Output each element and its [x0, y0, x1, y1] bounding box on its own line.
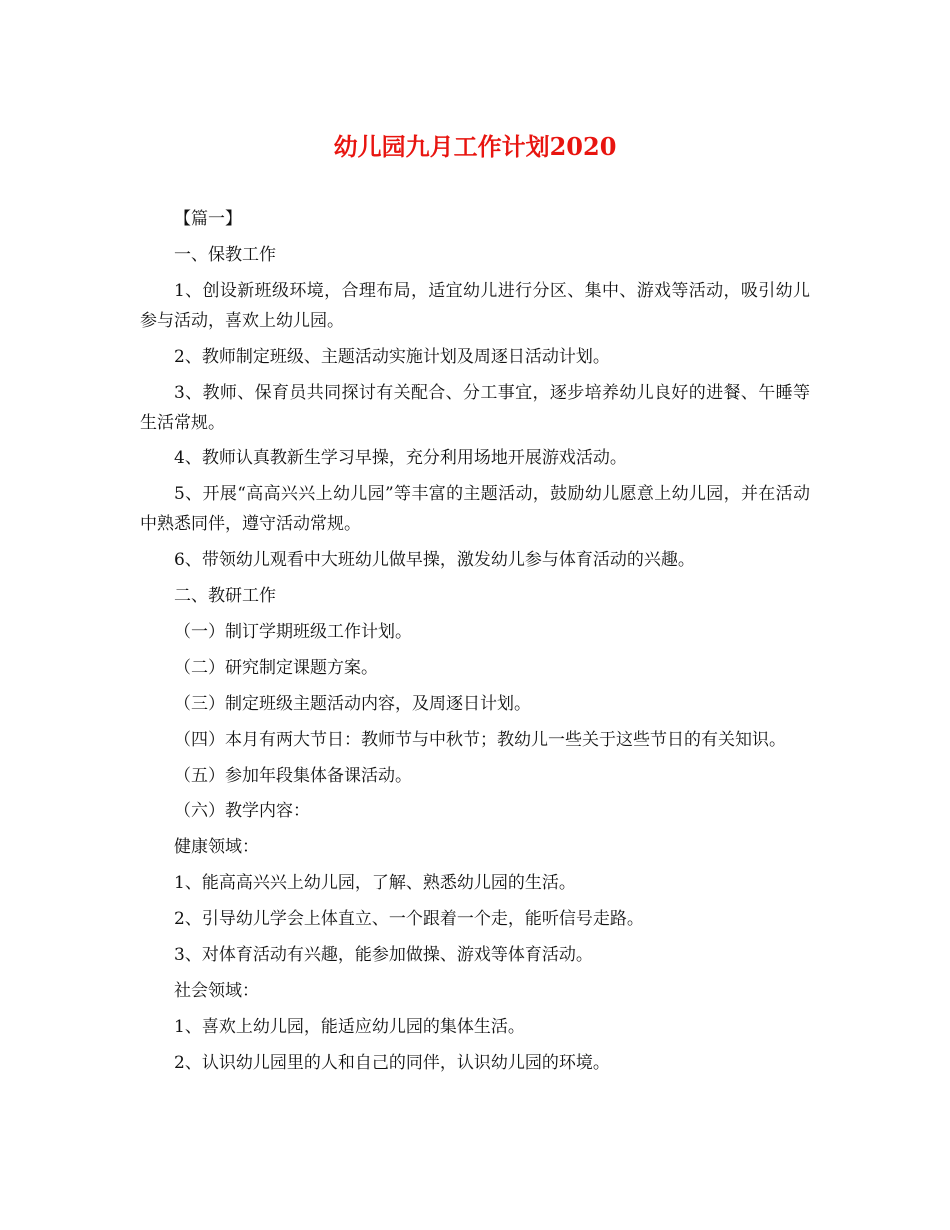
- paragraph-item: 2、教师制定班级、主题活动实施计划及周逐日活动计划。: [174, 346, 610, 367]
- paragraph-item: （六）教学内容：: [174, 801, 310, 822]
- paragraph-item: （三）制定班级主题活动内容，及周逐日计划。: [174, 693, 531, 714]
- paragraph-item: （二）研究制定课题方案。: [174, 657, 378, 678]
- document-body: [140, 204, 810, 1084]
- paragraph-item: 1、能高高兴兴上幼儿园，了解、熟悉幼儿园的生活。: [174, 873, 576, 894]
- paragraph-heading-care-education: 一、保教工作: [174, 244, 276, 265]
- paragraph-subheading-health: 健康领域：: [174, 837, 259, 858]
- paragraph-item: 1、喜欢上幼儿园，能适应幼儿园的集体生活。: [174, 1016, 525, 1037]
- paragraph-item: 1、创设新班级环境，合理布局，适宜幼儿进行分区、集中、游戏等活动，吸引幼儿参与活动，喜欢上幼儿园。: [140, 280, 810, 331]
- paragraph-subheading-social: 社会领域：: [174, 980, 259, 1001]
- paragraph-item: 2、引导幼儿学会上体直立、一个跟着一个走，能听信号走路。: [174, 909, 644, 930]
- paragraph-item: 3、对体育活动有兴趣，能参加做操、游戏等体育活动。: [174, 945, 593, 966]
- paragraph-item: （一）制订学期班级工作计划。: [174, 622, 412, 643]
- paragraph-item: 4、教师认真教新生学习早操，充分利用场地开展游戏活动。: [174, 448, 627, 469]
- paragraph-item: 2、认识幼儿园里的人和自己的同伴，认识幼儿园的环境。: [174, 1052, 610, 1073]
- paragraph-item: 6、带领幼儿观看中大班幼儿做早操，激发幼儿参与体育活动的兴趣。: [174, 550, 695, 571]
- paragraph-item: 3、教师、保育员共同探讨有关配合、分工事宜，逐步培养幼儿良好的进餐、午睡等生活常规。: [140, 382, 810, 433]
- paragraph-item: 5、开展“高高兴兴上幼儿园”等丰富的主题活动，鼓励幼儿愿意上幼儿园，并在活动中熟悉同伴，遵守活动常规。: [140, 484, 810, 535]
- paragraph-item: （五）参加年段集体备课活动。: [174, 765, 412, 786]
- page-title: 幼儿园九月工作计划2020: [333, 132, 617, 161]
- paragraph-item: （四）本月有两大节日：教师节与中秋节；教幼儿一些关于这些节日的有关知识。: [174, 729, 786, 750]
- paragraph-section-label: 【篇一】: [174, 209, 242, 229]
- paragraph-heading-teaching-research: 二、教研工作: [174, 586, 276, 607]
